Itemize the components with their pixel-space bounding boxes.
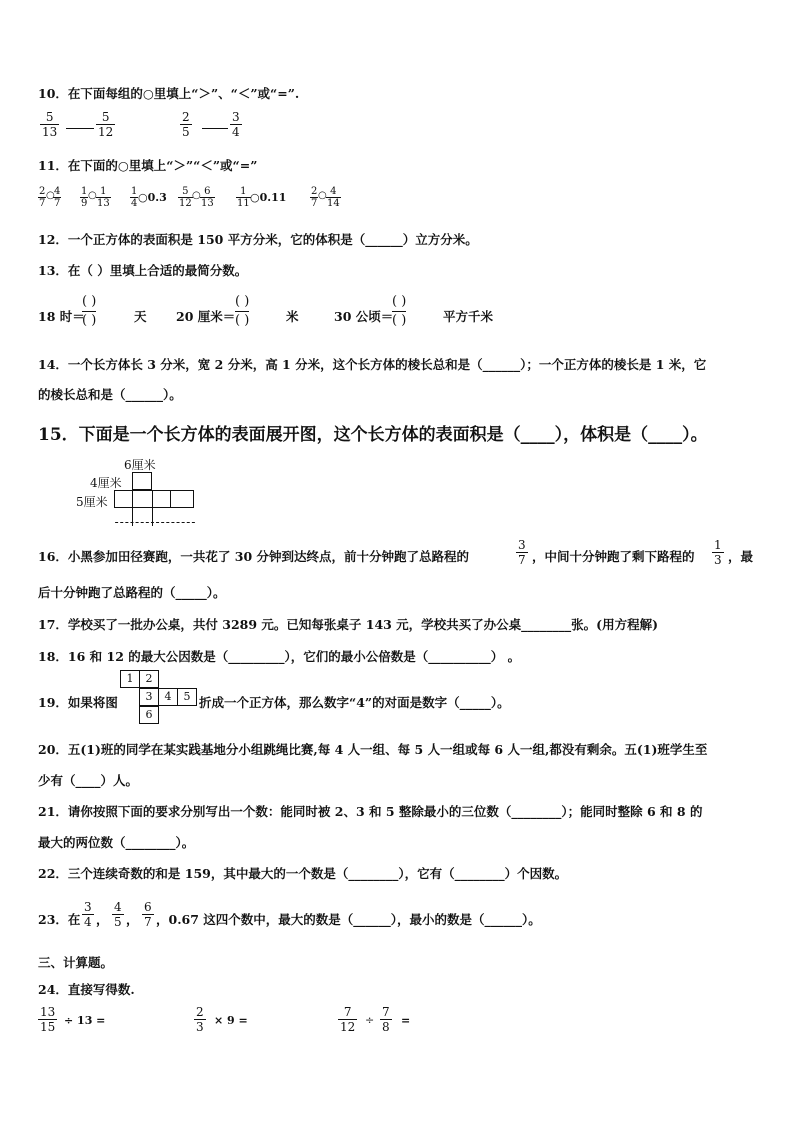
q24-e1-frac: $\frac{13}{15}$	[40, 1005, 56, 1034]
q21-line2: 最大的两位数（________）。	[38, 835, 195, 850]
q15-unfold-diagram	[114, 472, 196, 526]
q15-label-mid: 4厘米	[90, 476, 122, 490]
q16-frac-2: $\frac{1}{3}$	[714, 538, 722, 567]
q16-line2: 后十分钟跑了总路程的（_____）。	[38, 585, 226, 600]
q11-tail: ○0.3	[138, 191, 167, 204]
q20-line1: 20．五(1)班的同学在某实践基地分小组跳绳比赛,每 4 人一组、每 5 人一组或每 6 人一组,都没有剩余。五(1)班学生至	[38, 742, 708, 757]
q21-line1: 21．请你按照下面的要求分别写出一个数：能同时被 2、3 和 5 整除最小的三位数（________）；能同时整除 6 和 8 的	[38, 804, 703, 819]
q11-frac: 1 13	[97, 186, 110, 209]
q19-cell: 3	[139, 688, 159, 706]
q14-line1: 14．一个长方体长 3 分米，宽 2 分米，高 1 分米，这个长方体的棱长总和是（______）；一个正方体的棱长是 1 米，它	[38, 357, 707, 372]
q20-line2: 少有（____）人。	[38, 773, 139, 788]
q23-sep: ，	[126, 912, 139, 927]
q23-frac-1: $\frac{3}{4}$	[84, 900, 92, 929]
q10-frac-1b: $\frac{5}{12}$	[98, 110, 114, 139]
q19-suffix: 折成一个正方体，那么数字“4”的对面是数字（_____）。	[199, 695, 510, 710]
q11-frac: 1 11	[237, 186, 250, 209]
q13-text: 13．在（ ）里填上合适的最简分数。	[38, 263, 248, 278]
q11-frac: 6 13	[201, 186, 214, 209]
q16-line1a: 16．小黑参加田径赛跑，一共花了 30 分钟到达终点，前十分钟跑了总路程的	[38, 549, 469, 564]
q23-suffix: ，0.67 这四个数中，最大的数是（______），最小的数是（______）。	[156, 912, 541, 927]
q10-frac-2b: $\frac{3}{4}$	[232, 110, 240, 139]
q11-circle[interactable]: ○	[88, 190, 97, 201]
q13-b-prefix: 20 厘米＝	[176, 309, 236, 324]
q24-e2-frac: $\frac{2}{3}$	[196, 1005, 204, 1034]
q11-frac: 1 9	[81, 186, 88, 209]
q17-text: 17．学校买了一批办公桌，共付 3289 元。已知每张桌子 143 元，学校共买了办公桌________张。(用方程解)	[38, 617, 659, 632]
q24-e1-tail: ÷ 13 =	[64, 1014, 106, 1027]
q13-c-prefix: 30 公顷＝	[334, 309, 394, 324]
q16-line1b: ，中间十分钟跑了剩下路程的	[532, 549, 695, 564]
q16-line1c: ，最	[728, 549, 754, 564]
q11-circle[interactable]: ○	[192, 190, 201, 201]
q11-frac: 2 7	[311, 186, 318, 209]
q22-text: 22．三个连续奇数的和是 159，其中最大的一个数是（________），它有（________）个因数。	[38, 866, 568, 881]
q19-cell: 6	[139, 706, 159, 724]
q19-cell: 5	[177, 688, 197, 706]
q11-circle[interactable]: ○	[318, 190, 327, 201]
q15-text: 15．下面是一个长方体的表面展开图，这个长方体的表面积是（____），体积是（____）。	[38, 425, 708, 445]
q13-a-suffix: 天	[134, 309, 147, 324]
q13-a-prefix: 18 时＝	[38, 309, 85, 324]
q11-frac: 1 4	[131, 186, 138, 209]
q24-text: 24．直接写得数.	[38, 982, 135, 997]
q11-frac: 4 14	[327, 186, 340, 209]
q19-prefix: 19．如果将图	[38, 695, 118, 710]
section3-title: 三、计算题。	[38, 955, 114, 970]
q14-line2: 的棱长总和是（______）。	[38, 387, 182, 402]
q12-text: 12．一个正方体的表面积是 150 平方分米，它的体积是（______）立方分米。	[38, 232, 478, 247]
q13-b-suffix: 米	[286, 309, 299, 324]
q11-frac: 5 12	[179, 186, 192, 209]
q10-compare-blank-1[interactable]	[66, 128, 94, 129]
q15-label-top: 6厘米	[124, 458, 156, 472]
q13-c-suffix: 平方千米	[443, 309, 494, 324]
q23-prefix: 23．在	[38, 912, 81, 927]
q23-sep: ，	[96, 912, 109, 927]
q11-frac: 2 7	[39, 186, 46, 209]
q19-cell: 4	[158, 688, 178, 706]
q23-frac-2: $\frac{4}{5}$	[114, 900, 122, 929]
q11-tail: ○0.11	[250, 191, 287, 204]
q10-text: 10．在下面每组的○里填上“＞”、“＜”或“=”.	[38, 86, 300, 101]
q16-frac-1: $\frac{3}{7}$	[518, 538, 526, 567]
q13-c-fraction-blank[interactable]: ( ) ( )	[392, 294, 407, 328]
q19-cell: 2	[139, 670, 159, 688]
q15-label-left: 5厘米	[76, 495, 108, 509]
q10-frac-2a: $\frac{2}{5}$	[182, 110, 190, 139]
q24-e2-tail: × 9 =	[214, 1014, 248, 1027]
q10-compare-blank-2[interactable]	[202, 128, 228, 129]
q18-text: 18．16 和 12 的最大公因数是（_________），它们的最小公倍数是（__________） 。	[38, 649, 521, 664]
q24-e3-tail: =	[401, 1014, 411, 1027]
q24-e3-op: ÷	[365, 1014, 375, 1027]
q24-e3-frac-b: $\frac{7}{8}$	[382, 1005, 390, 1034]
q11-frac: 4 7	[54, 186, 61, 209]
q11-text: 11．在下面的○里填上“＞”“＜”或“=”	[38, 158, 258, 173]
q19-cell: 1	[120, 670, 140, 688]
q10-frac-1a: $\frac{5}{13}$	[42, 110, 58, 139]
q11-circle[interactable]: ○	[46, 190, 55, 201]
q23-frac-3: $\frac{6}{7}$	[144, 900, 152, 929]
q13-b-fraction-blank[interactable]: ( ) ( )	[235, 294, 250, 328]
q24-e3-frac-a: $\frac{7}{12}$	[340, 1005, 356, 1034]
q13-a-fraction-blank[interactable]: ( ) ( )	[82, 294, 97, 328]
